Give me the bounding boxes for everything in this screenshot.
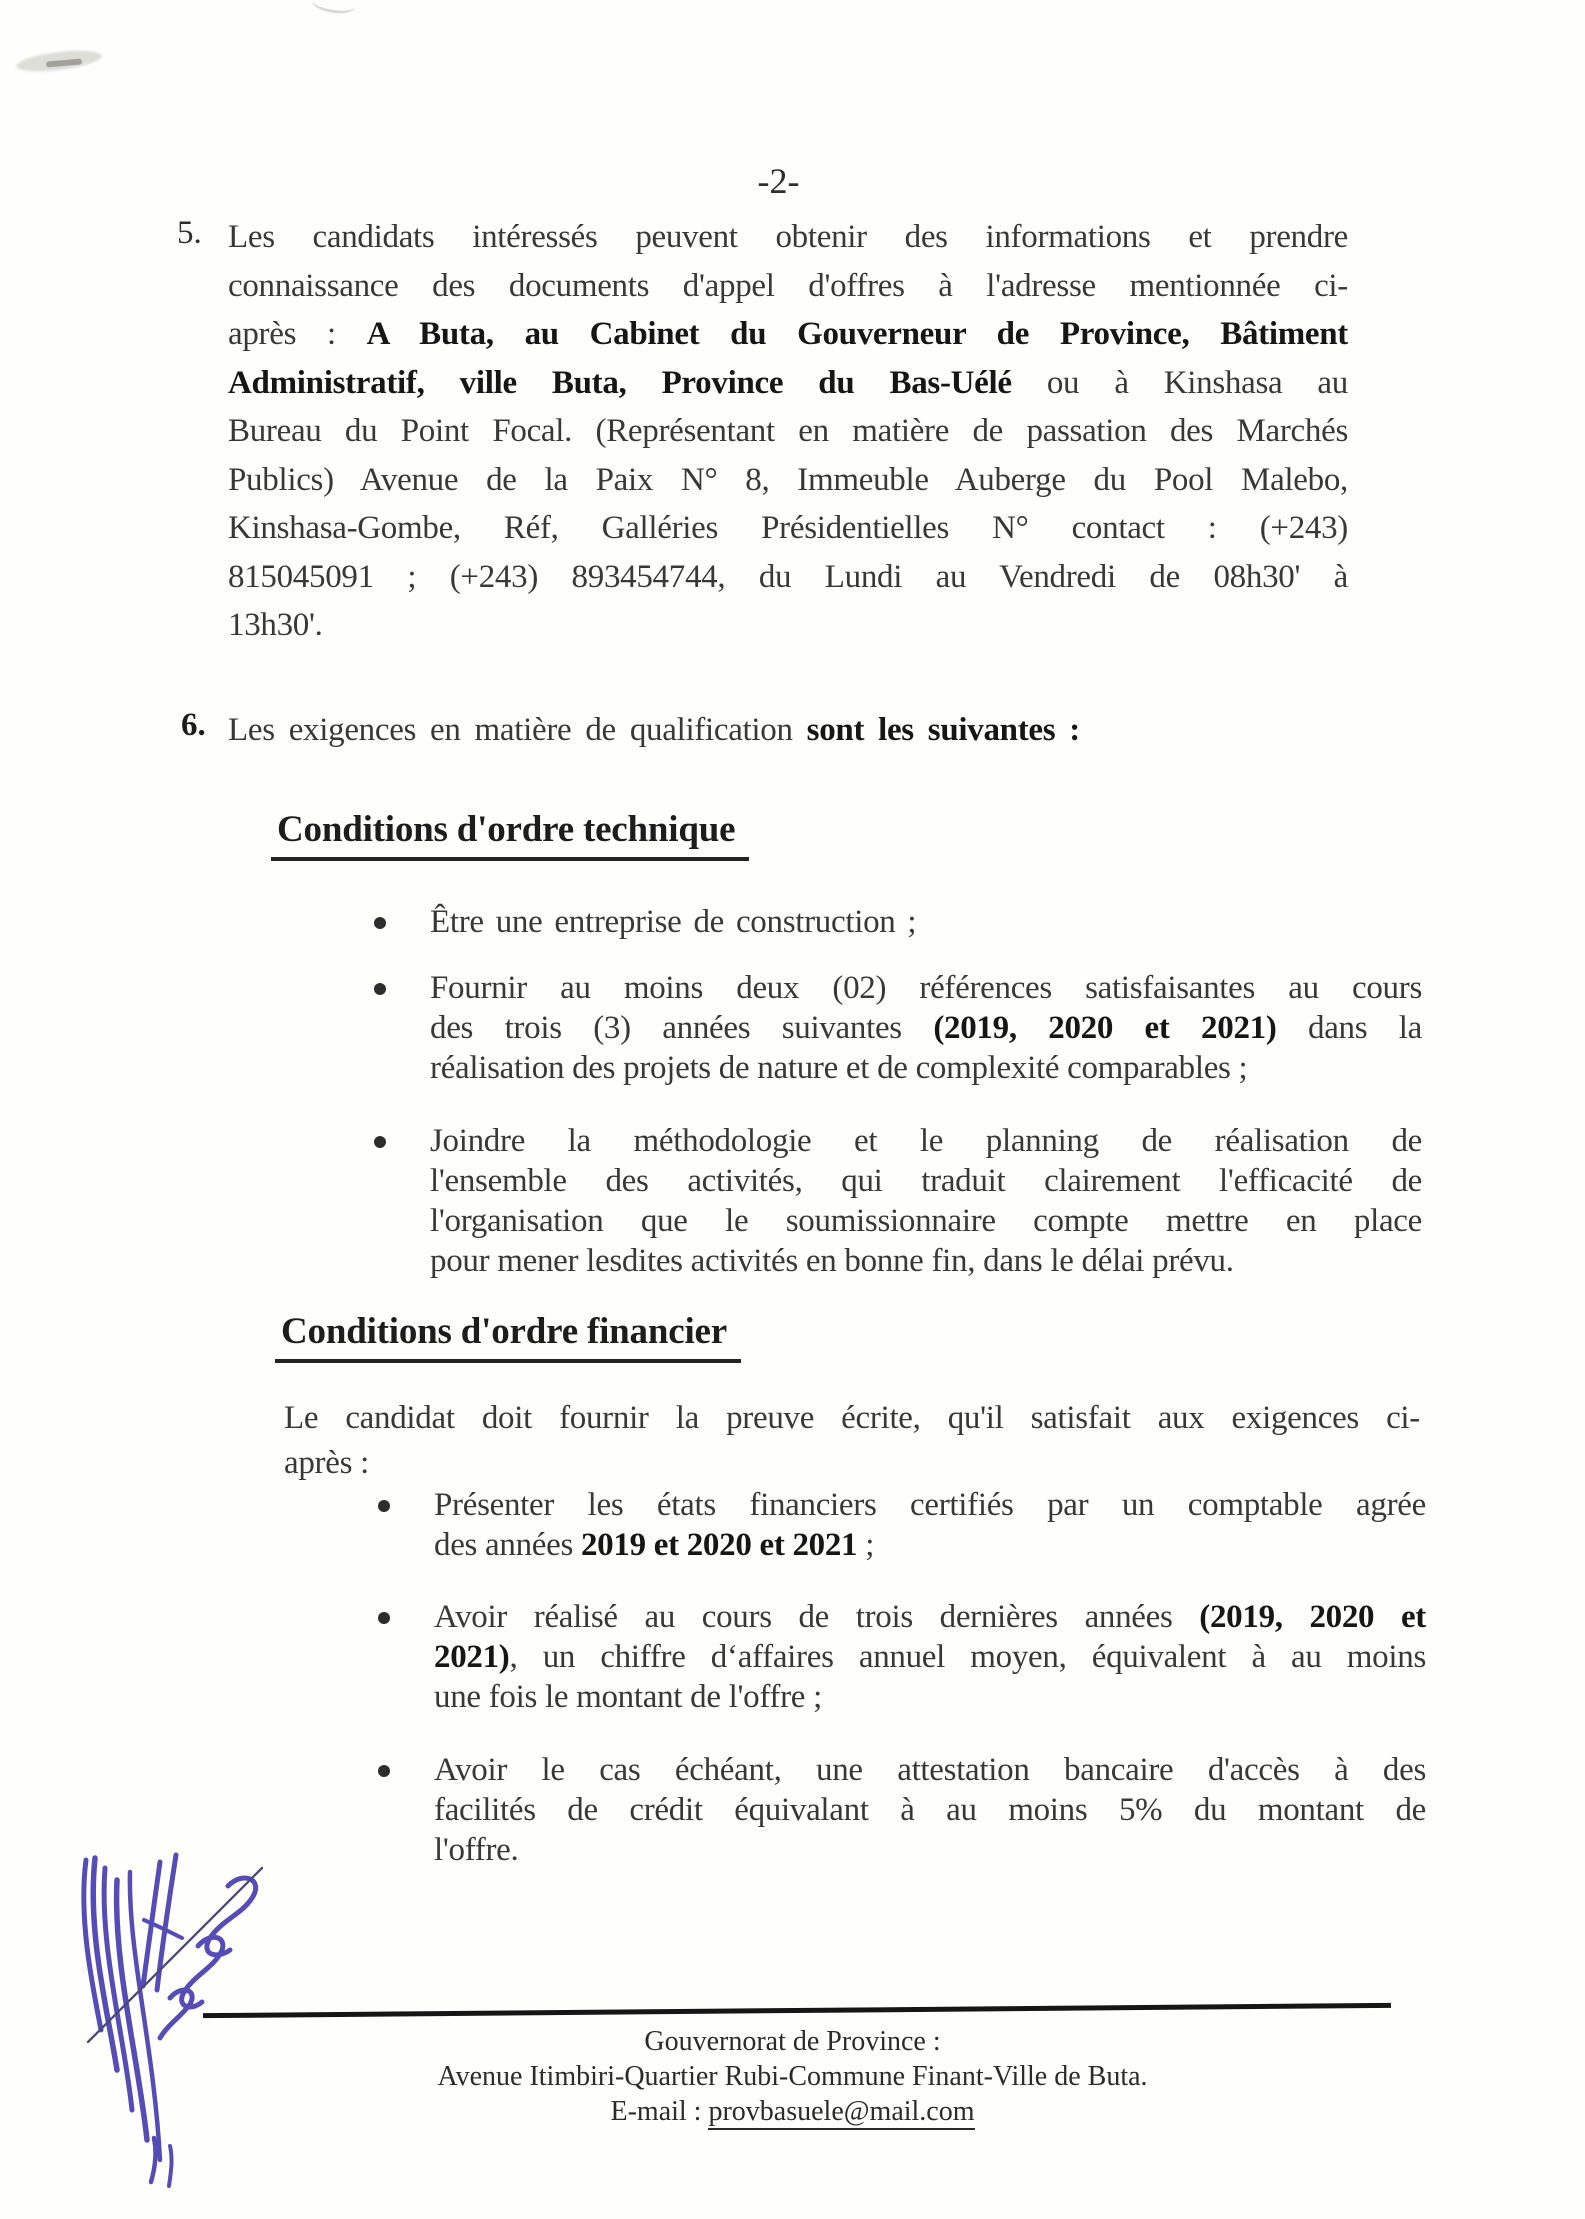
financial-bullet-2 [374, 1597, 1426, 1717]
text-line: Publics) Avenue de la Paix N° 8, Immeuble Auberge du Pool Malebo, [228, 461, 1348, 498]
technical-bullet-3 [370, 1121, 1422, 1281]
item-6-number: 6. [181, 707, 206, 743]
item-5-paragraph [228, 213, 1348, 650]
text-line: Fournir au moins deux (02) références satisfaisantes au cours [430, 970, 1422, 1006]
text-line: après : [284, 1445, 369, 1481]
financial-conditions-heading-text: Conditions d'ordre financier [275, 1310, 741, 1363]
scan-smudge-artifact [311, 0, 357, 16]
text-line: réalisation des projets de nature et de complexité comparables ; [430, 1050, 1248, 1086]
text-line: 2021), un chiffre d‘affaires annuel moyen, équivalent à au moins [434, 1639, 1426, 1675]
bullet-dot-icon [374, 983, 386, 995]
text-line: Le candidat doit fournir la preuve écrite, qu'il satisfait aux exigences ci- [284, 1400, 1420, 1436]
page-number: -2- [757, 161, 800, 201]
text-line: Les candidats intéressés peuvent obtenir des informations et prendre [228, 219, 1348, 255]
scan-smudge-artifact [15, 47, 103, 75]
footer-divider-line [203, 2003, 1391, 2018]
text-line: l'offre. [434, 1832, 519, 1868]
bullet-dot-icon [374, 917, 386, 929]
footer-org-line: Gouvernorat de Province : [644, 2026, 941, 2057]
scan-smudge-artifact [46, 58, 82, 67]
financial-bullet-3-text [434, 1750, 1426, 1870]
text-line: Être une entreprise de construction ; [430, 904, 917, 940]
technical-bullet-1-text [430, 902, 1422, 942]
bullet-dot-icon [374, 1136, 386, 1148]
footer-address-line: Avenue Itimbiri-Quartier Rubi-Commune Finant-Ville de Buta. [437, 2061, 1148, 2092]
technical-bullet-3-text [430, 1121, 1422, 1281]
financial-bullet-3 [374, 1750, 1426, 1870]
text-line: Présenter les états financiers certifiés par un comptable agrée [434, 1487, 1426, 1523]
email-label: E-mail : [610, 2096, 709, 2127]
text-line: connaissance des documents d'appel d'offres à l'adresse mentionnée ci- [228, 267, 1348, 304]
text-line: 815045091 ; (+243) 893454744, du Lundi au Vendredi de 08h30' à [228, 558, 1348, 595]
financial-bullet-1 [374, 1485, 1426, 1565]
text-line: pour mener lesdites activités en bonne fin, dans le délai prévu. [430, 1243, 1234, 1279]
text-line: l'ensemble des activités, qui traduit clairement l'efficacité de [430, 1163, 1422, 1199]
footer-email-line [0, 2094, 1585, 2129]
financial-conditions-heading [281, 1310, 741, 1363]
email-address: provbasuele@mail.com [708, 2096, 974, 2130]
bullet-dot-icon [378, 1500, 390, 1512]
technical-bullet-2-text [430, 968, 1422, 1088]
technical-conditions-heading-text: Conditions d'ordre technique [271, 808, 749, 861]
text-line: Kinshasa-Gombe, Réf, Galléries Présidentielles N° contact : (+243) [228, 510, 1348, 546]
handwritten-signature [48, 1842, 278, 2202]
text-line: 13h30'. [228, 607, 323, 643]
bullet-dot-icon [378, 1612, 390, 1624]
technical-conditions-heading [277, 808, 749, 861]
item-6-paragraph [228, 706, 1428, 754]
text-line: Administratif, ville Buta, Province du Bas-Uélé ou à Kinshasa au [228, 364, 1348, 401]
text-line: des trois (3) années suivantes (2019, 2020 et 2021) dans la [430, 1010, 1422, 1046]
text-line: après : A Buta, au Cabinet du Gouverneur de Province, Bâtiment [228, 316, 1348, 352]
text-line: des années 2019 et 2020 et 2021 ; [434, 1527, 875, 1563]
text-line: facilités de crédit équivalant à au moins 5% du montant de [434, 1792, 1426, 1828]
financial-bullet-1-text [434, 1485, 1426, 1565]
text-line: Bureau du Point Focal. (Représentant en matière de passation des Marchés [228, 413, 1348, 449]
text-line: Avoir le cas échéant, une attestation bancaire d'accès à des [434, 1752, 1426, 1788]
text-line: Avoir réalisé au cours de trois dernières années (2019, 2020 et [434, 1599, 1426, 1635]
technical-bullet-1 [370, 902, 1422, 942]
financial-intro-paragraph [284, 1396, 1420, 1486]
technical-bullet-2 [370, 968, 1422, 1088]
bullet-dot-icon [378, 1765, 390, 1777]
text-line: Les exigences en matière de qualification sont les suivantes : [228, 712, 1080, 748]
text-line: Joindre la méthodologie et le planning de réalisation de [430, 1123, 1422, 1159]
text-line: l'organisation que le soumissionnaire compte mettre en place [430, 1203, 1422, 1239]
footer [0, 2024, 1585, 2129]
text-line: une fois le montant de l'offre ; [434, 1679, 822, 1715]
item-5-number: 5. [177, 215, 202, 251]
financial-bullet-2-text [434, 1597, 1426, 1717]
